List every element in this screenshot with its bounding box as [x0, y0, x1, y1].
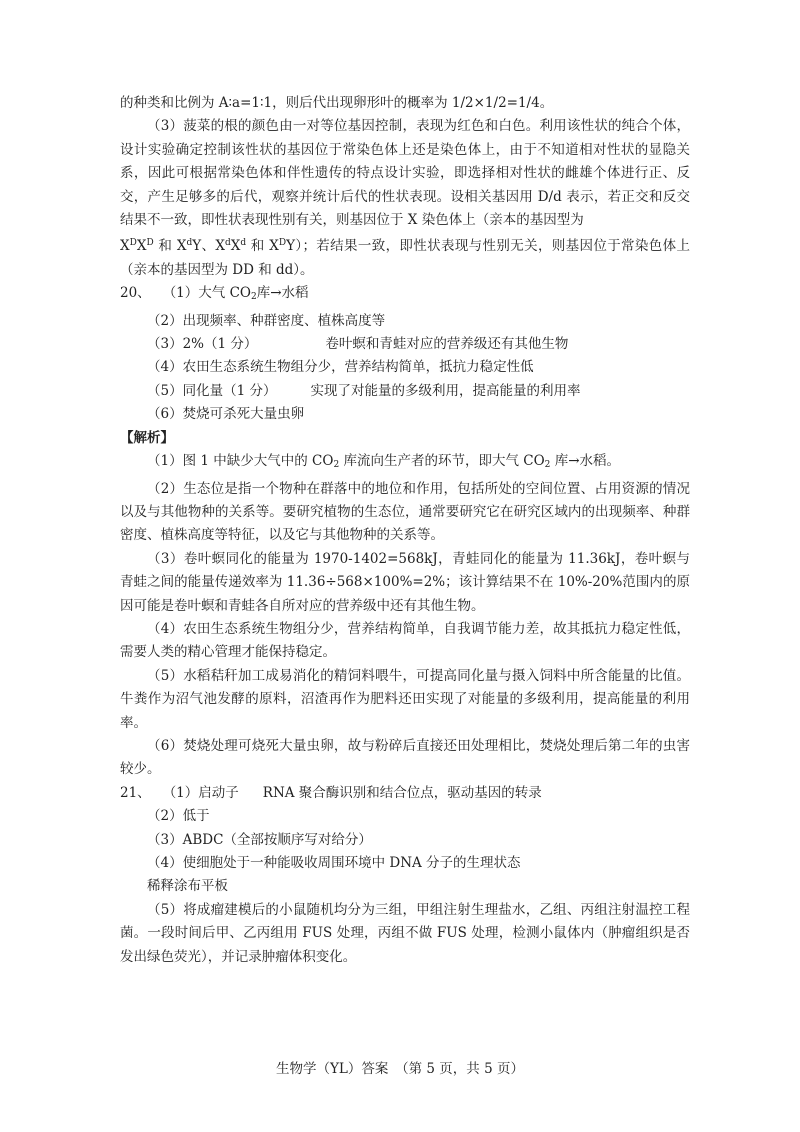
answer-21-part3: （3）ABDC（全部按顺序写对给分）: [147, 831, 372, 848]
analysis-part1: （1）图 1 中缺少大气中的 $CO_2$ 库流向生产者的环节，即大气 $CO_2$ 库→水稻。: [147, 453, 621, 471]
analysis-part4: （4）农田生态系统生物组分少，营养结构简单，自我调节能力差，故其抵抗力稳定性低，需要人类的精心管理才能保持稳定。: [120, 620, 690, 661]
question-number-20: 20、: [120, 285, 151, 302]
answer-21-part5: （5）将成瘤建模后的小鼠随机均分为三组，甲组注射生理盐水，乙组、丙组注射温控工程菌。一段时间后甲、乙丙组用 FUS 处理，丙组不做 FUS 处理，检测小鼠体内（肿瘤组织是否发出绿色荧光），并记录肿瘤体积变化。: [120, 901, 690, 965]
page-footer: 生物学（YL）答案 （第 5 页，共 5 页）: [276, 1061, 524, 1077]
analysis-heading: 【解析】: [120, 429, 174, 446]
answer-21-part4: （4）使细胞处于一种能吸收周围环境中 DNA 分子的生理状态: [147, 855, 521, 871]
answer-20-part3: （3）2%（1 分） 卷叶螟和青蛙对应的营养级还有其他生物: [147, 336, 569, 353]
answer-20-part4: （4）农田生态系统生物组分少，营养结构简单，抵抗力稳定性低: [147, 359, 534, 376]
analysis-part6: （6）焚烧处理可烧死大量虫卵，故与粉碎后直接还田处理相比，焚烧处理后第二年的虫害较少。: [120, 737, 690, 778]
answer-20-part1: 20、 （1）大气 $CO_2$库→水稻: [120, 285, 309, 303]
answer-21-part1: 21、 （1）启动子 RNA 聚合酶识别和结合位点，驱动基因的转录: [120, 784, 542, 801]
paragraph-prev-answer-end: 的种类和比例为 A∶a=1∶1，则后代出现卵形叶的概率为 1/2×1/2=1/4。: [120, 95, 554, 111]
answer-content: [120, 92, 690, 969]
analysis-part2: （2）生态位是指一个物种在群落中的地位和作用，包括所处的空间位置、占用资源的情况以及与其他物种的关系等。要研究植物的生态位，通常要研究它在研究区域内的出现频率、种群密度、植株高度等特征，以及它与其他物种的关系等。: [120, 480, 690, 544]
question-number-21: 21、: [120, 784, 151, 801]
analysis-part3: （3）卷叶螟同化的能量为 1970-1402=568kJ，青蛙同化的能量为 11.36kJ，卷叶螟与青蛙之间的能量传递效率为 11.36÷568×100%=2%；该计算结果不在 10%-20%范围内的原因可能是卷叶螟和青蛙各自所对应的营养级中还有其他生物。: [120, 550, 690, 614]
answer-21-part2: （2）低于: [147, 808, 210, 825]
answer-20-part5: （5）同化量（1 分） 实现了对能量的多级利用，提高能量的利用率: [147, 382, 581, 399]
analysis-part5: （5）水稻秸秆加工成易消化的精饲料喂牛，可提高同化量与摄入饲料中所含能量的比值。牛粪作为沼气池发酵的原料，沼渣再作为肥料还田实现了对能量的多级利用，提高能量的利用率。: [120, 667, 690, 731]
answer-20-part2: （2）出现频率、种群密度、植株高度等: [147, 312, 386, 329]
answer-20-part6: （6）焚烧可杀死大量虫卵: [147, 406, 305, 423]
answer-21-part4-method: 稀释涂布平板: [147, 878, 228, 895]
paragraph-q19-part3: （3）菠菜的根的颜色由一对等位基因控制，表现为红色和白色。利用该性状的纯合个体，设计实验确定控制该性状的基因位于常染色体上还是染色体上，由于不知道相对性状的显隐关系，因此可根据常染色体和伴性遗传的特点设计实验，即选择相对性状的雌雄个体进行正、反交，产生足够多的后代，观察并统计后代的性状表现。设相关基因用 D/d 表示，若正交和反交结果不一致，即性状表现性别有关，则基因位于 X 染色体上（亲本的基因型为 $X^DX^D$ 和 $X^dY$、$X^dX^d$ 和 $X^DY$）；若结果一致，即性状表现与性别无关，则基因位于常染色体上（亲本的基因型为 DD 和 dd）。: [120, 118, 690, 278]
